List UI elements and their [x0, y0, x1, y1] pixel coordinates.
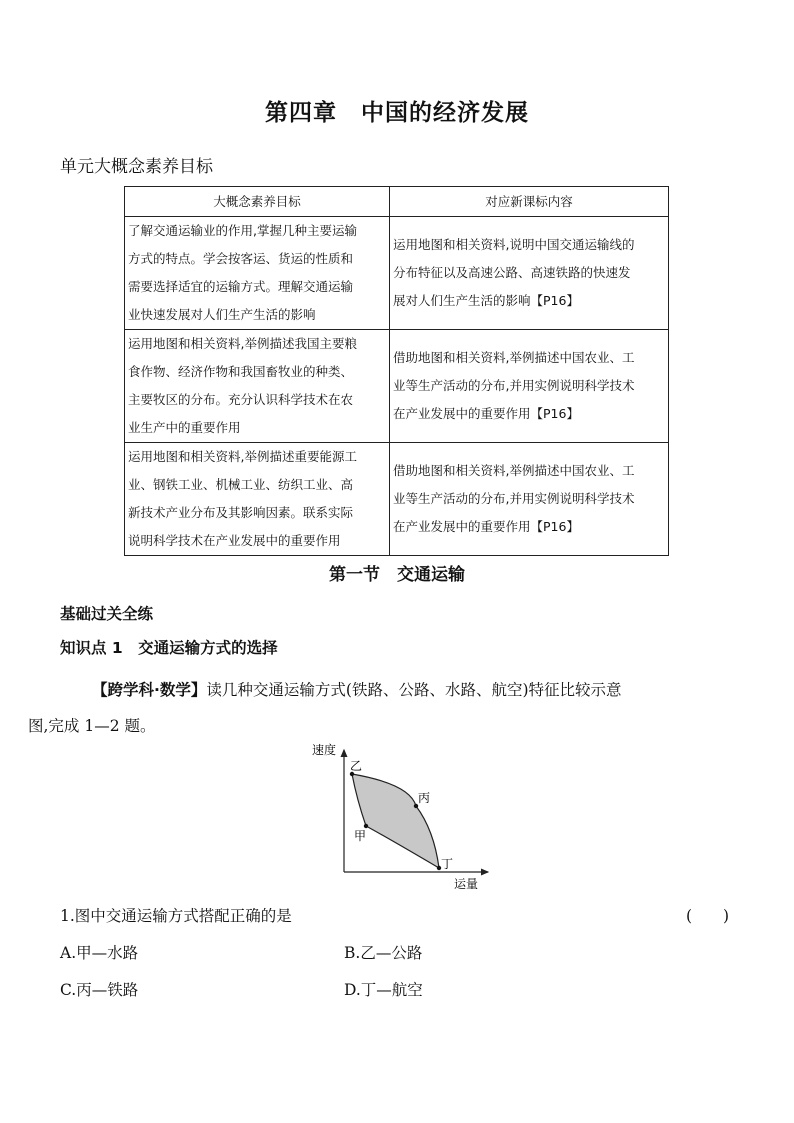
- cell-line: 运用地图和相关资料,举例描述重要能源工: [128, 449, 357, 464]
- y-axis-label: 速度: [312, 743, 337, 757]
- option-a[interactable]: A.甲—水路: [60, 944, 139, 962]
- knowledge-point-heading: 知识点 1 交通运输方式的选择: [60, 639, 278, 657]
- cell-line: 业等生产活动的分布,并用实例说明科学技术: [393, 491, 635, 506]
- table-row: [125, 217, 669, 330]
- cell-line: 借助地图和相关资料,举例描述中国农业、工: [393, 463, 635, 478]
- option-d[interactable]: D.丁—航空: [344, 981, 423, 999]
- cell-line: 分布特征以及高速公路、高速铁路的快速发: [393, 265, 631, 280]
- cell-line: 展对人们生产生活的影响【P16】: [393, 293, 579, 308]
- x-axis-label: 运量: [454, 877, 479, 891]
- cell-line: 业等生产活动的分布,并用实例说明科学技术: [393, 378, 635, 393]
- transport-diagram: [300, 740, 500, 892]
- table-row: [125, 330, 669, 443]
- table-cell-standard: [390, 217, 669, 330]
- table-cell-standard: [390, 443, 669, 556]
- cell-line: 了解交通运输业的作用,掌握几种主要运输: [128, 223, 357, 238]
- option-c[interactable]: C.丙—铁路: [60, 981, 139, 999]
- cell-line: 运用地图和相关资料,举例描述我国主要粮: [128, 336, 357, 351]
- cell-line: 方式的特点。学会按客运、货运的性质和: [128, 251, 354, 266]
- cell-line: 需要选择适宜的运输方式。理解交通运输: [128, 279, 354, 294]
- point-jia: [364, 824, 368, 828]
- point-label-jia: 甲: [354, 829, 367, 843]
- cell-line: 说明科学技术在产业发展中的重要作用: [128, 533, 341, 548]
- intro-text-line2: 图,完成 1—2 题。: [28, 717, 156, 735]
- chapter-title: 第四章 中国的经济发展: [265, 100, 529, 126]
- cell-line: 业、钢铁工业、机械工业、纺织工业、高: [128, 477, 354, 492]
- cell-line: 业快速发展对人们生产生活的影响: [128, 307, 316, 322]
- question-1-stem: 1.图中交通运输方式搭配正确的是: [60, 907, 292, 925]
- table-cell-goal: [125, 443, 390, 556]
- comparison-region: [352, 774, 439, 868]
- table-header-row: [125, 187, 669, 217]
- cell-line: 运用地图和相关资料,说明中国交通运输线的: [393, 237, 635, 252]
- answer-bracket: ( ): [686, 907, 730, 925]
- point-label-bing: 丙: [418, 791, 431, 805]
- cell-line: 新技术产业分布及其影响因素。联系实际: [128, 505, 354, 520]
- intro-paragraph: [28, 672, 740, 744]
- table-header-standards: 对应新课标内容: [390, 187, 669, 217]
- intro-text: 读几种交通运输方式(铁路、公路、水路、航空)特征比较示意: [206, 681, 622, 699]
- cell-line: 借助地图和相关资料,举例描述中国农业、工: [393, 350, 635, 365]
- table-row: [125, 443, 669, 556]
- practice-heading: 基础过关全练: [60, 605, 154, 623]
- section-title: 第一节 交通运输: [329, 565, 465, 585]
- goals-table: [124, 186, 669, 556]
- cell-line: 业生产中的重要作用: [128, 420, 241, 435]
- cross-subject-tag: 【跨学科·数学】: [92, 681, 207, 699]
- table-cell-standard: [390, 330, 669, 443]
- option-b[interactable]: B.乙—公路: [344, 944, 423, 962]
- table-cell-goal: [125, 217, 390, 330]
- table-header-goals: 大概念素养目标: [125, 187, 390, 217]
- cell-line: 主要牧区的分布。充分认识科学技术在农: [128, 392, 354, 407]
- cell-line: 食作物、经济作物和我国畜牧业的种类、: [128, 364, 354, 379]
- point-label-yi: 乙: [350, 759, 363, 773]
- cell-line: 在产业发展中的重要作用【P16】: [393, 519, 579, 534]
- cell-line: 在产业发展中的重要作用【P16】: [393, 406, 579, 421]
- point-label-ding: 丁: [441, 857, 454, 871]
- unit-goals-label: 单元大概念素养目标: [60, 157, 213, 177]
- table-cell-goal: [125, 330, 390, 443]
